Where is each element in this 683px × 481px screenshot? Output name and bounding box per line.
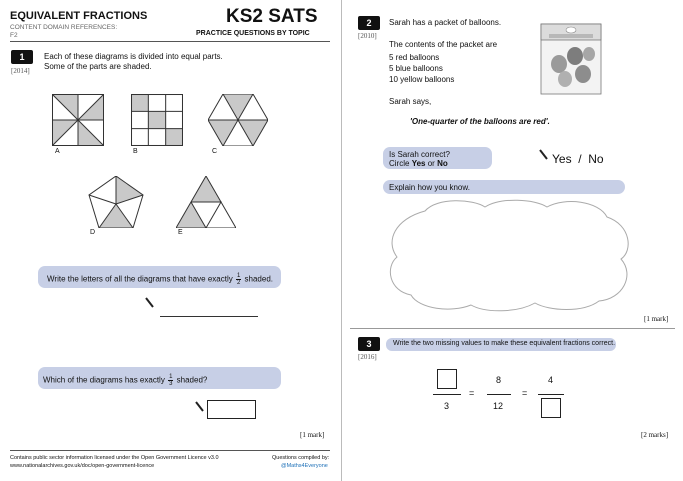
fraction-1-numerator-box[interactable] [437,369,457,389]
answer-cloud[interactable] [385,197,635,313]
equals-sign-1: = [469,388,475,398]
question-2-number: 2 [358,16,380,30]
q2-says: Sarah says, [389,97,432,106]
compiled-by-handle[interactable]: @Maths4Everyone [281,463,328,469]
fraction-3-bar [538,394,564,395]
pencil-icon [195,401,205,413]
header-rule [10,41,330,42]
compiled-by-label: Questions compiled by: [272,455,330,461]
diagram-a-label: A [55,148,60,155]
q3-instruction: Write the two missing values to make these equivalent fractions correct. [393,340,616,347]
q2-item-blue: 5 blue balloons [389,64,443,73]
diagram-b-label: B [133,148,138,155]
brand-title: KS2 SATS [226,6,318,27]
q2-separator [350,328,675,329]
question-2-year: [2010] [358,32,377,40]
diagram-c [208,94,268,146]
q2-prompt-line2 [389,159,448,168]
half-numerator: 1 [236,273,241,279]
q3-instruction-box [386,338,616,351]
q2-prompt-no: No [437,159,448,168]
pencil-icon [539,149,549,161]
q2-prompt-yes: Yes [411,159,426,168]
fraction-2-denominator: 12 [493,401,504,411]
q2-mark: [1 mark] [644,315,669,323]
fraction-2-numerator: 8 [496,375,502,385]
q1-part-b-answer-box[interactable] [207,400,256,419]
diagram-d [88,176,144,228]
q1-part-b-tail: shaded? [176,375,208,385]
yes-no-choice[interactable]: Yes / No [552,152,604,166]
licence-line-2: www.nationalarchives.gov.uk/doc/open-government-licence [10,463,155,469]
q1-part-a-prompt [38,266,281,288]
q3-mark: [2 marks] [641,431,669,439]
q1-part-a-text: Write the letters of all the diagrams that have exactly [47,274,233,284]
third-numerator: 1 [169,374,173,380]
question-3-number: 3 [358,337,380,351]
question-1-number: 1 [11,50,33,64]
q2-prompt-circle: Circle [389,159,410,168]
q1-part-a-tail: shaded. [244,274,273,284]
q2-contents: The contents of the packet are [389,40,498,49]
q2-question-box [383,147,492,169]
diagram-d-label: D [90,229,96,236]
content-ref-value: F2 [10,32,18,39]
q2-explain-box [383,180,625,194]
fraction-2-bar [487,394,511,395]
question-1-year: [2014] [11,67,30,75]
q2-quote: 'One-quarter of the balloons are red'. [410,117,550,126]
q2-prompt-or: or [427,159,435,168]
q1-part-b-prompt [38,367,281,389]
q2-prompt-line1: Is Sarah correct? [389,150,450,159]
fraction-3-denominator-box[interactable] [541,398,561,418]
q2-explain-text: Explain how you know. [389,183,470,192]
diagram-b [131,94,183,146]
pencil-icon [145,297,155,309]
half-fraction [236,273,241,286]
fraction-1-bar [433,394,461,395]
balloon-packet-image [537,22,605,98]
page-divider [341,0,342,481]
q2-intro: Sarah has a packet of balloons. [389,18,502,27]
diagram-a [52,94,104,146]
question-3-year: [2016] [358,353,377,361]
fraction-1-denominator: 3 [444,401,450,411]
q2-item-red: 5 red balloons [389,53,440,62]
content-ref-label: CONTENT DOMAIN REFERENCES: [10,24,118,31]
licence-line-1: Contains public sector information licensed under the Open Government Licence v3.0 [10,455,219,461]
q1-intro-line2: Some of the parts are shaded. [44,62,152,71]
diagram-c-label: C [212,148,218,155]
third-fraction [168,374,173,387]
footer-rule [10,450,330,451]
q2-item-yellow: 10 yellow balloons [389,75,455,84]
q1-intro-line1: Each of these diagrams is divided into equal parts. [44,52,223,61]
diagram-e [176,176,236,228]
q1-mark: [1 mark] [300,431,325,439]
q1-part-a-answer-line[interactable] [160,316,258,317]
q1-part-b-text: Which of the diagrams has exactly [43,375,165,385]
diagram-e-label: E [178,229,183,236]
third-denominator: 3 [169,381,173,387]
half-denominator: 2 [236,280,241,286]
fraction-3-numerator: 4 [548,375,554,385]
brand-subtitle: PRACTICE QUESTIONS BY TOPIC [196,30,310,37]
header-title: EQUIVALENT FRACTIONS [10,10,148,22]
equals-sign-2: = [522,388,528,398]
